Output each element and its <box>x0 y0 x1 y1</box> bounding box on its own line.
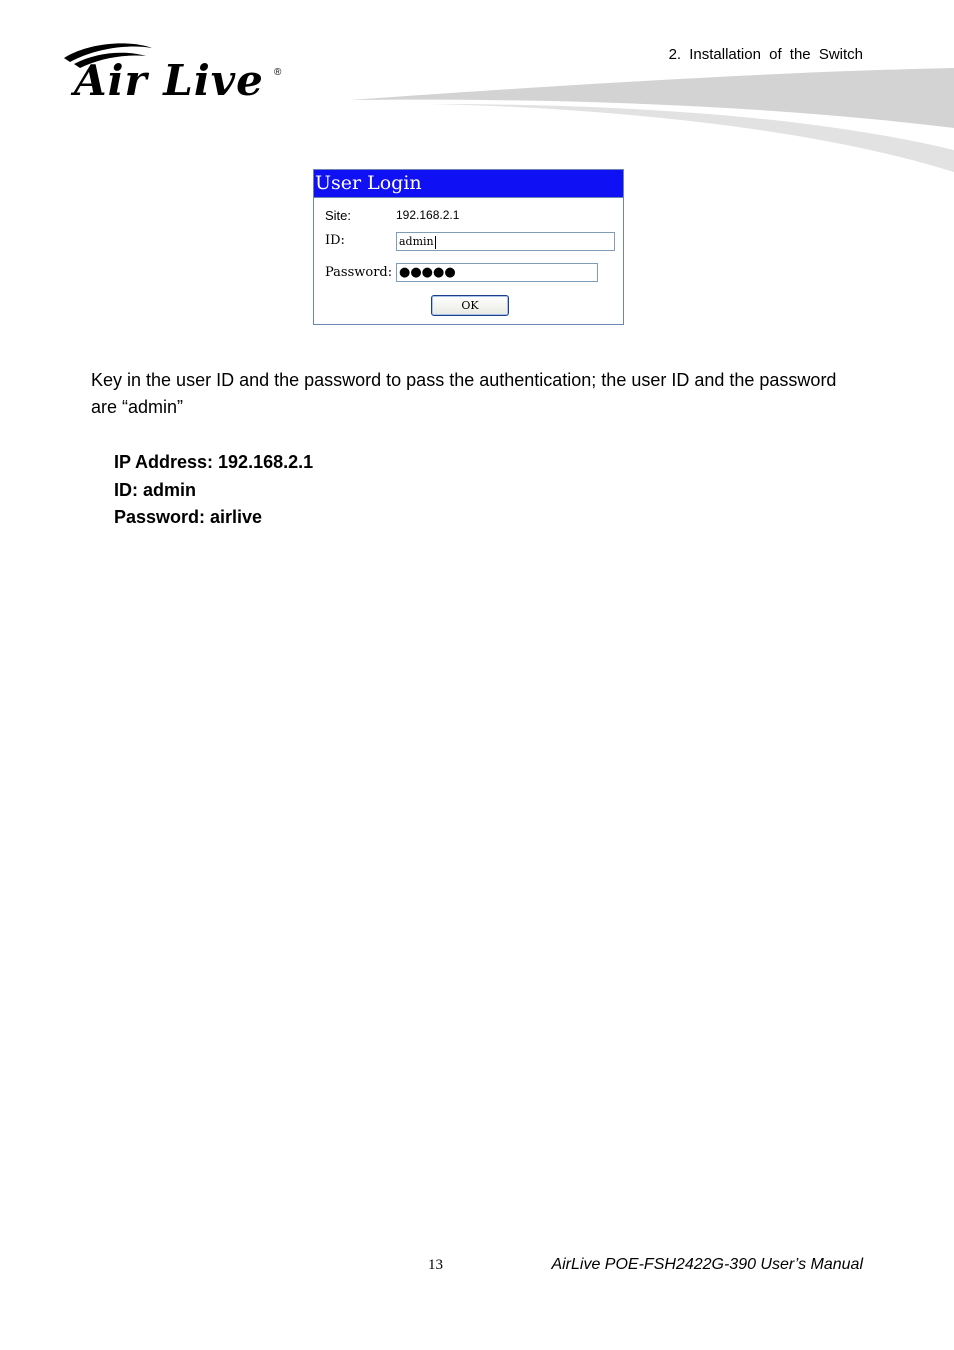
id-input-value: admin <box>399 235 434 248</box>
credential-password: Password: airlive <box>114 507 263 527</box>
site-label: Site: <box>325 208 352 223</box>
password-input[interactable] <box>396 263 598 282</box>
ok-button[interactable]: OK <box>431 295 509 316</box>
airlive-logo <box>60 40 290 110</box>
password-label: Password: <box>325 265 393 280</box>
instruction-paragraph: Key in the user ID and the password to pass the authentication; the user ID and the password are “admin” <box>91 370 837 417</box>
password-mask: ●●●●● <box>399 265 456 280</box>
id-label: ID: <box>325 233 345 248</box>
credential-ip-address: IP Address: 192.168.2.1 <box>114 452 314 472</box>
manual-title: AirLive POE-FSH2422G-390 User’s Manual <box>551 1256 863 1273</box>
chapter-heading: 2. Installation of the Switch <box>668 46 863 63</box>
page-number: 13 <box>428 1257 443 1273</box>
login-title: User Login <box>314 170 623 198</box>
user-login-dialog <box>313 169 624 325</box>
registered-mark: ® <box>274 67 282 78</box>
site-value: 192.168.2.1 <box>396 208 460 222</box>
logo-wordmark: Air Live <box>74 56 264 105</box>
text-caret <box>435 236 436 249</box>
id-input[interactable] <box>396 232 615 251</box>
credentials-list <box>114 449 313 532</box>
credential-id: ID: admin <box>114 479 197 500</box>
